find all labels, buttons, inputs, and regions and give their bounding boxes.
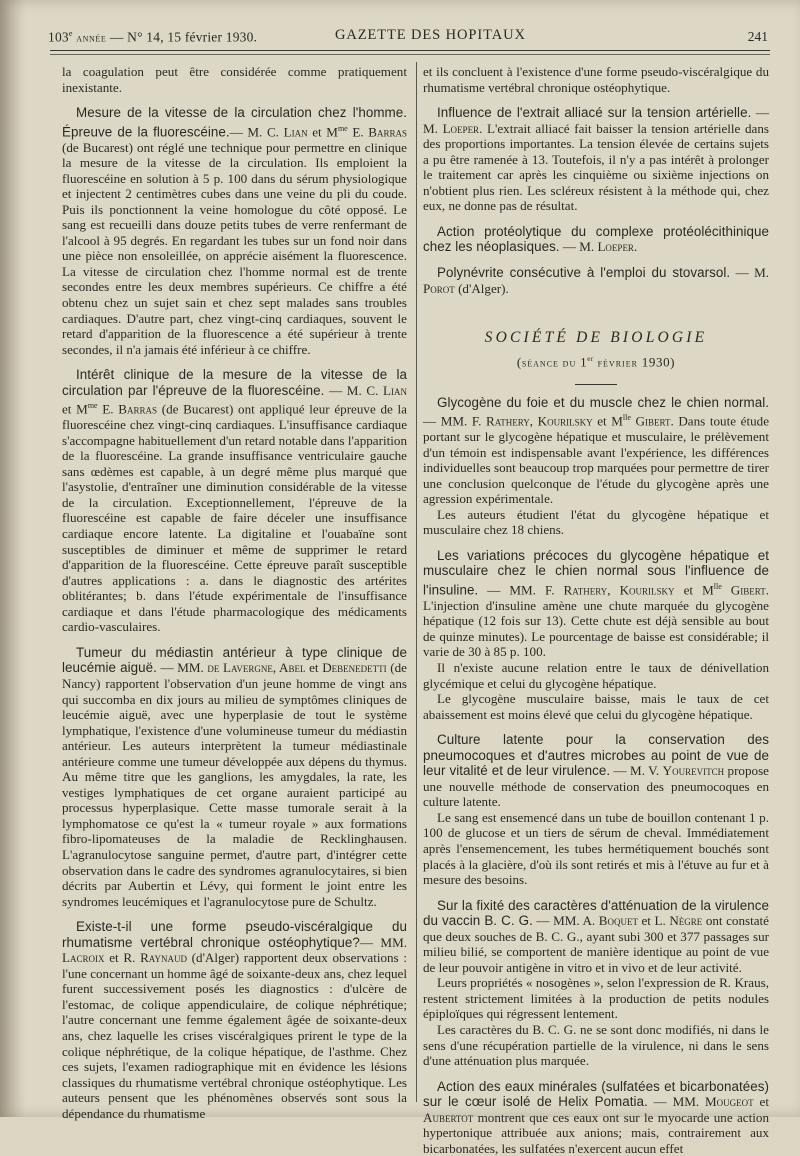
article-title: Sur la fixité des caractères d'atténuation de la virulence du vaccin B. C. G. bbox=[423, 897, 769, 929]
continued-paragraph: et ils concluent à l'existence d'une forme pseudo-viscéralgique du rhumatisme vertébral chronique ostéophytique. bbox=[423, 64, 769, 95]
article-rhumatisme-vertebral: Existe-t-il une forme pseudo-viscéralgique du rhumatisme vertébral chronique ostéophytique?— MM. Lacroix et R. Raynaud (d'Alger) rapportent deux observations : l'une concernant un homme âgé de soixante-deux ans, chez lequel furent successivement posés les diagnostics : d'ulcère de l'estomac, de colique appendiculaire, de colique néphrétique; l'autre concernant une femme également âgée de soixante-deux ans, chez laquelle les crises viscéralgiques prirent le type de la colique néphrétique, de la colique hépatique, de l'asthme. Chez ces sujets, l'examen radiographique mit en évidence les lésions classiques du rhumatisme vertébral chronique ostéophytique. Les auteurs pensent que les phénomènes observés sont sous la dépendance du rhumatisme bbox=[62, 919, 407, 1121]
article-paragraph: Le glycogène musculaire baisse, mais le taux de cet abaissement est moins élevé que celui du glycogène hépatique. bbox=[423, 691, 769, 722]
article-title: Intérêt clinique de la mesure de la vitesse de la circulation par l'épreuve de la fluorescéine. bbox=[62, 367, 407, 398]
page-number: 241 bbox=[747, 29, 768, 44]
binding-shadow bbox=[0, 0, 26, 1117]
article-title: Glycogène du foie et du muscle chez le chien normal. bbox=[437, 394, 769, 410]
article-interet-clinique: Intérêt clinique de la mesure de la vitesse de la circulation par l'épreuve de la fluorescéine. — M. C. Lian et $M^{me}$ E. Barras (de Bucarest) ont appliqué leur épreuve de la fluorescéine chez vingt-cinq cardiaques. L'insuffisance cardiaque s'accompagne habituellement d'un retard notable dans l'apparition de la fluorescéine. La grande insuffisance ventriculaire gauche sans œdèmes est capable, à un degré même plus marqué que l'asystolie, d'entraîner une diminution considérable de la vitesse de la circulation. Exceptionnellement, l'épreuve de la fluorescéine est capable de faire déceler une insuffisance cardiaque encore latente. La digitaline et l'ouabaïne sont susceptibles de diminuer et même de supprimer le retard d'apparition de la fluorescéine. Cette épreuve paraît susceptible d'autres applications : a. dans le diagnostic des artérites oblitérantes; b. dans l'étude expérimentale de l'insuffisance cardiaque et dans l'étude pharmacologique des médicaments cardio-vasculaires. bbox=[62, 367, 407, 635]
article-variations-glycogene: Les variations précoces du glycogène hépatique et musculaire chez le chien normal sous l'influence de l'insuline. — MM. F. Rathery, Kourilsky et $M^{lle}$ Gibert. L'injection d'insuline amène une chute marquée du glycogène hépatique (12 fois sur 13). Cette chute est déjà sensible au bout de quinze minutes). Le pourcentage de baisse est considérable; il varie de 30 à 85 p. 100. bbox=[423, 547, 769, 660]
header-rule bbox=[50, 50, 770, 51]
page-header bbox=[48, 25, 778, 47]
article-title: Les variations précoces du glycogène hépatique et musculaire chez le chien normal sous l'influence de l'insuline. bbox=[423, 547, 769, 598]
issue-line: 103e année — N° 14, 15 février 1930. bbox=[48, 29, 258, 45]
article-paragraph: Les caractères du B. C. G. ne se sont donc modifiés, ni dans le sens d'une récupération partielle de la virulence, ni dans le sens d'une atténuation plus marquée. bbox=[423, 1022, 769, 1069]
article-title: Mesure de la vitesse de la circulation chez l'homme. Épreuve de la fluorescéine. bbox=[62, 105, 407, 139]
article-body: . L'injection d'insuline amène une chute marquée du glycogène hépatique (12 fois sur 13). Cette chute est déjà sensible au bout de quinze minutes). Le pourcentage de baisse est considérable; il varie de 30 à 85 p. 100. bbox=[423, 582, 769, 660]
article-action-proteolytique: Action protéolytique du complexe protéolécithinique chez les néoplasiques. — M. Loeper. bbox=[423, 223, 769, 255]
continued-paragraph: la coagulation peut être considérée comme pratiquement inexistante. bbox=[62, 64, 407, 95]
article-vitesse-circulation: Mesure de la vitesse de la circulation chez l'homme. Épreuve de la fluorescéine.— M. C. Lian et $M^{me}$ E. Barras (de Bucarest) ont réglé une technique pour permettre en clinique la mesure de la vitesse de la circulation. Ils emploient la fluorescéine en solution à 5 p. 100 dans du sérum physiologique et injectent 2 centimètres cubes dans une veine du pli du coude. Puis ils ponctionnent la veine homologue du côté opposé. Le sang est recueilli dans douze petits tubes de verre renfermant de l'alcool à 95 degrés. En regardant les tubes sur un fond noir dans une pièce non ensoleillée, on apprécie aisément la fluorescence. La vitesse de circulation chez l'homme normal est de trente secondes entre les deux membres supérieurs. Ce chiffre a été obtenu chez un sujet sain et chez sept malades sans troubles cardiaques. D'autre part, chez vingt-cinq cardiaques, souvent le retard d'apparition de la fluorescence a été supérieur à trente secondes, il n'a jamais été inférieur à ce chiffre. bbox=[62, 105, 407, 357]
article-title: Polynévrite consécutive à l'emploi du stovarsol. bbox=[437, 265, 731, 281]
right-column bbox=[423, 64, 769, 1156]
article-title: Action protéolytique du complexe protéolécithinique chez les néoplasiques. bbox=[423, 223, 769, 255]
article-body: montrent que ces eaux ont sur le myocarde une action hypertonique attribuée aux anions; mais, contrairement aux bicarbonatées, les sulfatées n'exercent aucun effet bbox=[423, 1109, 769, 1156]
article-body: propose une nouvelle méthode de conservation des pneumocoques en culture latente. bbox=[423, 763, 769, 810]
society-heading: SOCIÉTÉ DE BIOLOGIE bbox=[484, 329, 708, 347]
article-title: Action des eaux minérales (sulfatées et bicarbonatées) sur le cœur isolé de Helix Pomatia. bbox=[423, 1078, 769, 1110]
article-body: (de Bucarest) ont réglé une technique pour permettre en clinique la mesure de la vitesse de la circulation. Ils emploient la fluorescéine en solution à 5 p. 100 dans du sérum physiologique et injectent 2 centimètres cubes dans une veine du pli du coude. Puis ils ponctionnent la veine homologue du côté opposé. Le sang est recueilli dans douze petits tubes de verre renfermant de l'alcool à 95 degrés. En regardant les tubes sur un fond noir dans une pièce non ensoleillée, on apprécie aisément la fluorescence. La vitesse de circulation chez l'homme normal est de trente secondes entre les deux membres supérieurs. Ce chiffre a été obtenu chez un sujet sain et chez sept malades sans troubles cardiaques. D'autre part, chez vingt-cinq cardiaques, souvent le retard d'apparition de la fluorescence a été supérieur à trente secondes, il n'a jamais été inférieur à ce chiffre. bbox=[62, 139, 407, 357]
article-tumeur-mediastin: Tumeur du médiastin antérieur à type clinique de leucémie aiguë. — MM. de Lavergne, Abel et Debenedetti (de Nancy) rapportent l'observation d'un jeune homme de vingt ans qui succomba en dix jours au milieu de symptômes cliniques de leucémie aiguë, avec une hyperplasie de tout le système lymphatique, l'existence d'une volumineuse tumeur du médiastin antérieur. Les auteurs interprètent la tumeur médiastinale antérieure comme une tumeur développée aux dépens du thymus. Au même titre que les ganglions, les amygdales, la rate, les vestiges lymphatiques de cet organe auraient participé au processus hyperplasique. Cette masse tumorale serait à la lymphomatose ce qu'est la « tumeur royale » aux formations fibro-lipomateuses de la maladie de Recklinghausen. L'agranulocytose sanguine permet, d'autre part, d'intégrer cette observation dans le cadre des syndromes agranulocytaires, si bien décrits par Aubertin et Lévy, qui forment le joint entre les syndromes leucémiques et l'agranulocytose pure de Schultz. bbox=[62, 644, 407, 909]
article-vaccin-bcg: Sur la fixité des caractères d'atténuation de la virulence du vaccin B. C. G. — MM. A. Boquet et L. Nègre ont constaté que deux souches de B. C. G., ayant subi 300 et 377 passages sur milieu bilié, se comportent de manière identique au point de vue de leur pouvoir antigène in vitro et in vivo et de leur activité. bbox=[423, 897, 769, 975]
article-paragraph: Les auteurs étudient l'état du glycogène hépatique et musculaire chez 18 chiens. bbox=[423, 506, 769, 538]
article-body: . L'extrait alliacé fait baisser la tension artérielle dans des proportions importantes. La tension élevée de certains sujets a pu être ramenée à 13. Toutefois, il n'y a pas intérêt à prolonger le traitement car après les cinquième ou sixième injections on n'obtient plus rien. Les scléreux résistent à la méthode qui, chez eux, ne donne pas de résultat. bbox=[423, 120, 769, 214]
article-body: ont constaté que deux souches de B. C. G., ayant subi 300 et 377 passages sur milieu bilié, se comportent de manière identique au point de vue de leur pouvoir antigène in vitro et in vivo et de leur activité. bbox=[423, 913, 769, 975]
article-title: Existe-t-il une forme pseudo-viscéralgique du rhumatisme vertébral chronique ostéophytique? bbox=[62, 919, 407, 950]
article-paragraph: Le sang est ensemencé dans un tube de bouillon contenant 1 p. 100 de glucose et un tiers de sérum de cheval. Immédiatement après l'ensemencement, les tubes hermétiquement bouchés sont placés à la glacière, d'où ils sont retirés et mis à l'étuve au fur et à mesure des besoins. bbox=[423, 809, 769, 888]
article-culture-latente: Culture latente pour la conservation des pneumocoques et d'autres microbes au point de vue de leur vitalité et de leur virulence. — M. V. Yourevitch propose une nouvelle méthode de conservation des pneumocoques en culture latente. bbox=[423, 732, 769, 810]
article-body: (d'Alger) rapportent deux observations : l'une concernant un homme âgé de soixante-deux ans, chez lequel furent successivement posés les diagnostics : d'ulcère de l'estomac, de colique appendiculaire, de colique néphrétique; l'autre concernant une femme également âgée de soixante-deux ans, chez laquelle les crises viscéralgiques prirent le type de la colique néphrétique, de la colique hépatique, de l'asthme. Chez ces sujets, l'examen radiographique mit en évidence les lésions classiques du rhumatisme vertébral chronique ostéophytique. Les auteurs pensent que les phénomènes observés sont sous la dépendance du rhumatisme bbox=[62, 950, 407, 1121]
header-rule-thin bbox=[50, 54, 770, 55]
article-body: (de Nancy) rapportent l'observation d'un jeune homme de vingt ans qui succomba en dix jours au milieu de symptômes cliniques de leucémie aiguë, avec une hyperplasie de tout le système lymphatique, l'existence d'une volumineuse tumeur du médiastin antérieur. Les auteurs interprètent la tumeur médiastinale antérieure comme une tumeur développée aux dépens du thymus. Au même titre que les ganglions, les amygdales, la rate, les vestiges lymphatiques de cet organe auraient participé au processus hyperplasique. Cette masse tumorale serait à la lymphomatose ce qu'est la « tumeur royale » aux formations fibro-lipomateuses de la maladie de Recklinghausen. L'agranulocytose sanguine permet, d'autre part, d'intégrer cette observation dans le cadre des syndromes agranulocytaires, si bien décrits par Aubertin et Lévy, qui forment le joint entre les syndromes leucémiques et l'agranulocytose pure de Schultz. bbox=[62, 660, 407, 909]
article-eaux-minerales: Action des eaux minérales (sulfatées et bicarbonatées) sur le cœur isolé de Helix Pomatia. — MM. Mougeot et Aubertot montrent que ces eaux ont sur le myocarde une action hypertonique attribuée aux anions; mais, contrairement aux bicarbonatées, les sulfatées n'exercent aucun effet bbox=[423, 1078, 769, 1156]
article-paragraph: Il n'existe aucune relation entre le taux de dénivellation glycémique et celui du glycogène hépatique. bbox=[423, 660, 769, 691]
article-title: Culture latente pour la conservation des pneumocoques et d'autres microbes au point de vue de leur vitalité et de leur virulence. bbox=[423, 732, 769, 779]
journal-title: GAZETTE DES HOPITAUX bbox=[335, 27, 526, 43]
article-extrait-alliace: Influence de l'extrait alliacé sur la tension artérielle. — M. Loeper. L'extrait alliacé fait baisser la tension artérielle dans des proportions importantes. La tension élevée de certains sujets a pu être ramenée à 13. Toutefois, il n'y a pas intérêt à prolonger le traitement car après les cinquième ou sixième injections on n'obtient plus rien. Les scléreux résistent à la méthode qui, chez eux, ne donne pas de résultat. bbox=[423, 105, 769, 214]
article-glycogene-foie: Glycogène du foie et du muscle chez le chien normal. — MM. F. Rathery, Kourilsky et $M^{lle}$ Gibert. Dans toute étude portant sur le glycogène hépatique et musculaire, le prélèvement d'un témoin est indispensable avant l'expérience, les différences individuelles sont beaucoup trop marquées pour permettre de tirer une conclusion quelconque de l'étude du glycogène après une agression expérimentale. bbox=[423, 394, 770, 507]
column-divider bbox=[416, 62, 417, 1102]
article-body: (de Bucarest) ont appliqué leur épreuve de la fluorescéine chez vingt-cinq cardiaques. L'insuffisance cardiaque s'accompagne habituellement d'un retard notable dans l'apparition de la fluorescéine. La grande insuffisance ventriculaire gauche sans œdèmes est capable, à un degré même plus marqué que l'asystolie, d'entraîner une diminution considérable de la vitesse de la circulation. Exceptionnellement, l'épreuve de la fluorescéine est capable de faire déceler une insuffisance cardiaque encore latente. La digitaline et l'ouabaïne sont susceptibles de diminuer et même de supprimer le retard d'apparition de la fluorescéine. Cette épreuve paraît susceptible d'autres applications : a. dans le diagnostic des artérites oblitérantes; b. dans l'étude expérimentale de l'insuffisance cardiaque et dans l'étude pharmacologique des médicaments cardio-vasculaires. bbox=[62, 401, 407, 635]
left-column bbox=[62, 64, 407, 1121]
article-paragraph: Leurs propriétés « nosogènes », selon l'expression de R. Kraus, restent strictement limitées à la production de petits nodules épiploïques qui régressent lentement. bbox=[423, 975, 769, 1022]
article-polynevrite: Polynévrite consécutive à l'emploi du stovarsol. — M. Porot (d'Alger). bbox=[423, 265, 770, 296]
session-date: (séance du 1er février 1930) bbox=[516, 353, 676, 369]
article-title: Tumeur du médiastin antérieur à type clinique de leucémie aiguë. bbox=[62, 644, 407, 676]
article-body: . Dans toute étude portant sur le glycogène hépatique et musculaire, le prélèvement d'un témoin est indispensable avant l'expérience, les différences individuelles sont beaucoup trop marquées pour permettre de tirer une conclusion quelconque de l'étude du glycogène après une agression expérimentale. bbox=[423, 413, 770, 507]
section-rule bbox=[575, 384, 617, 385]
article-title: Influence de l'extrait alliacé sur la tension artérielle. bbox=[437, 105, 752, 121]
